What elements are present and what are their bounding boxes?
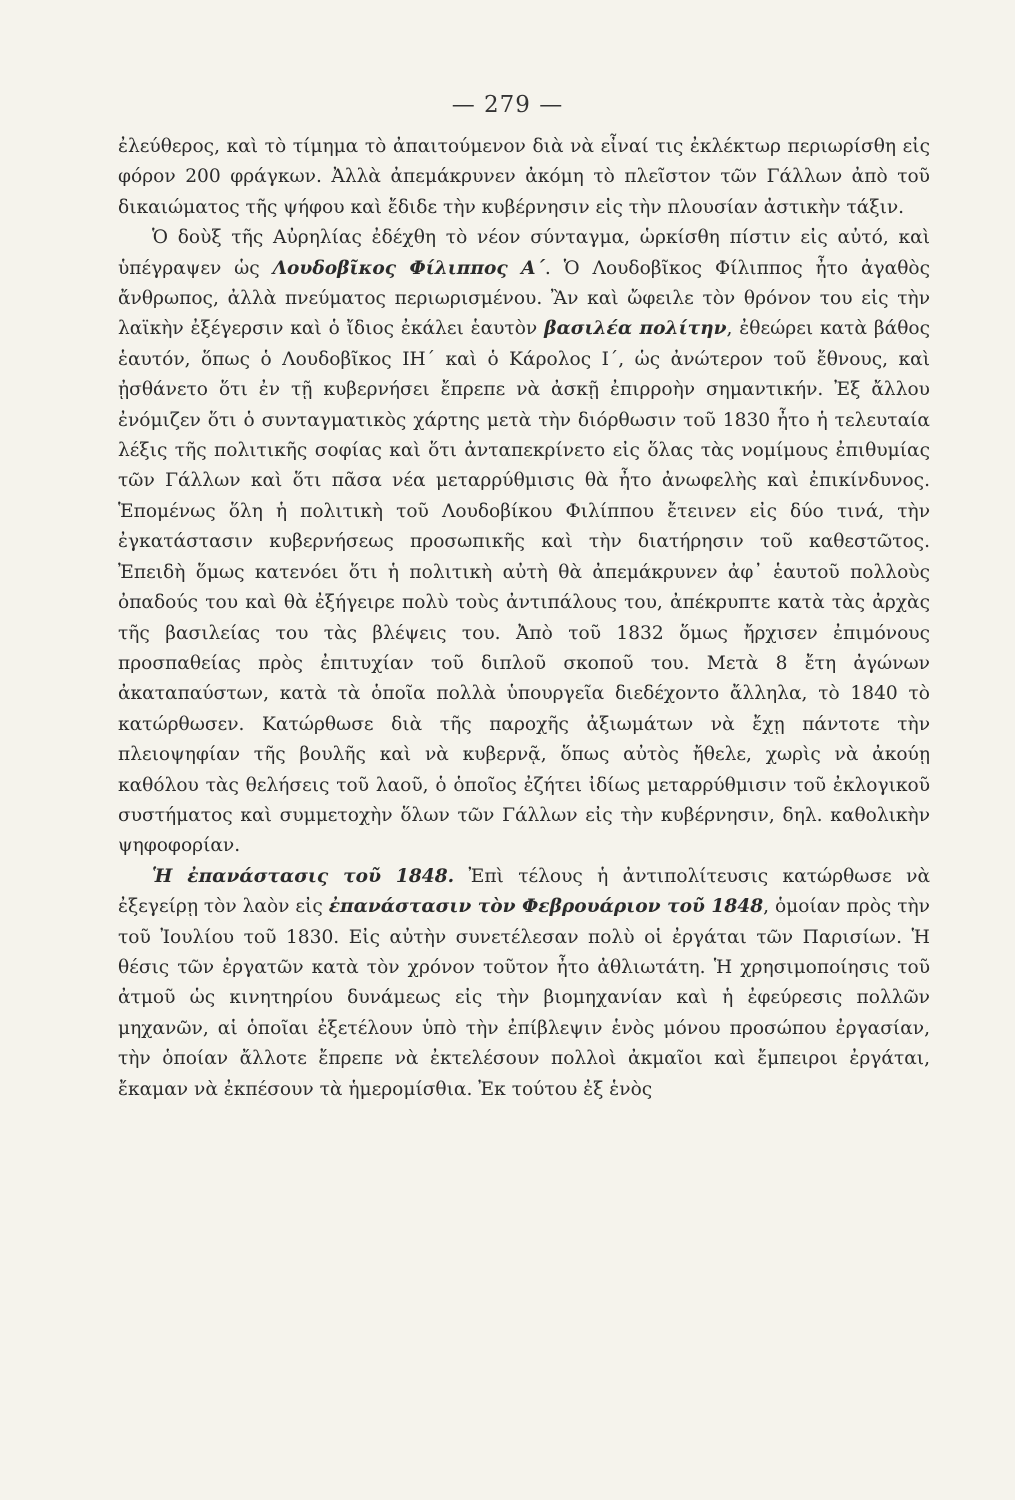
emphasized-text: Ἡ ἐπανάστασις τοῦ 1848. xyxy=(152,865,455,887)
emphasized-text: βασιλέα πολίτην xyxy=(544,318,727,340)
text-segment: , ὁμοίαν πρὸς τὴν τοῦ Ἰουλίου τοῦ 1830. Εἰς αὐτὴν συνετέλεσαν πολὺ οἱ ἐργάται τῶν Παρισίων. Ἡ θέσις τῶν ἐργατῶν κατὰ τὸν χρόνον τοῦτον ἦτο ἀθλιωτάτη. Ἡ χρησιμοποίησις τοῦ ἀτμοῦ ὡς κινητηρίου δυνάμεως εἰς τὴν βιομηχανίαν καὶ ἡ ἐφεύρεσις πολλῶν μηχανῶν, αἱ ὁποῖαι ἐξετέλουν ὑπὸ τὴν ἐπίβλεψιν ἑνὸς μόνου προσώπου ἐργασίαν, τὴν ὁποίαν ἄλλοτε ἔπρεπε νὰ ἐκτελέσουν πολλοὶ ἀκμαῖοι καὶ ἔμπειροι ἐργάται, ἔκαμαν νὰ ἐκπέσουν τὰ ἡμερομίσθια. Ἐκ τούτου ἐξ ἑνὸς xyxy=(118,896,930,1100)
text-segment: ἐλεύθερος, καὶ τὸ τίμημα τὸ ἀπαιτούμενον διὰ νὰ εἶναί τις ἐκλέκτωρ περιωρίσθη εἰς φόρον 200 φράγκων. Ἀλλὰ ἀπεμάκρυνεν ἀκόμη τὸ πλεῖστον τῶν Γάλλων ἀπὸ τοῦ δικαιώματος τῆς ψήφου καὶ ἔδιδε τὴν κυβέρνησιν εἰς τὴν πλουσίαν ἀστικὴν τάξιν. xyxy=(118,136,930,218)
page-number: — 279 — xyxy=(451,92,564,118)
text-segment: . Ὁ Λουδοβῖκος Φίλιππος ἦτο ἀγαθὸς ἄνθρωπος, ἀλλὰ πνεύματος περιωρισμένου. Ἂν καὶ ὤφειλε τὸν θρόνον του εἰς τὴν λαϊκὴν ἐξέγερσιν καὶ ὁ ἴδιος ἐκάλει ἑαυτὸν xyxy=(118,257,930,340)
text-segment: Ὁ δοὺξ τῆς Αὐρηλίας ἐδέχθη τὸ νέον σύνταγμα, ὡρκίσθη πίστιν εἰς αὐτό, καὶ ὑπέγραψεν ὡς xyxy=(118,227,930,279)
paragraph xyxy=(118,223,930,862)
text-segment: Ἐπὶ τέλους ἡ ἀντιπολίτευσις κατώρθωσε νὰ ἐξεγείρῃ τὸν λαὸν εἰς xyxy=(118,865,931,918)
text-segment: , ἐθεώρει κατὰ βάθος ἑαυτόν, ὅπως ὁ Λουδοβῖκος ΙΗ΄ καὶ ὁ Κάρολος Ι΄, ὡς ἀνώτερον τοῦ ἔθνους, καὶ ᾐσθάνετο ὅτι ἐν τῇ κυβερνήσει ἔπρεπε νὰ ἀσκῇ ἐπιρροὴν σημαντικήν. Ἐξ ἄλλου ἐνόμιζεν ὅτι ὁ συνταγματικὸς χάρτης μετὰ τὴν διόρθωσιν τοῦ 1830 ἦτο ἡ τελευταία λέξις τῆς πολιτικῆς σοφίας καὶ ὅτι ἀνταπεκρίνετο εἰς ὅλας τὰς νομίμους ἐπιθυμίας τῶν Γάλλων καὶ ὅτι πᾶσα νέα μεταρρύθμισις θὰ ἦτο ἀνωφελὴς καὶ ἐπικίνδυνος. Ἑπομένως ὅλη ἡ πολιτικὴ τοῦ Λουδοβίκου Φιλίππου ἔτεινεν εἰς δύο τινά, τὴν ἐγκατάστασιν κυβερνήσεως προσωπικῆς καὶ τὴν διατήρησιν τοῦ καθεστῶτος. Ἐπειδὴ ὅμως κατενόει ὅτι ἡ πολιτικὴ αὐτὴ θὰ ἀπεμάκρυνεν ἀφ᾿ ἑαυτοῦ πολλοὺς ὀπαδούς του καὶ θὰ ἐξήγειρε πολὺ τοὺς ἀντιπάλους του, ἀπέκρυπτε κατὰ τὰς ἀρχὰς τῆς βασιλείας του τὰς βλέψεις του. Ἀπὸ τοῦ 1832 ὅμως ἤρχισεν ἐπιμόνους προσπαθείας πρὸς ἐπιτυχίαν τοῦ διπλοῦ σκοποῦ του. Μετὰ 8 ἔτη ἀγώνων ἀκαταπαύστων, κατὰ τὰ ὁποῖα πολλὰ ὑπουργεῖα διεδέχοντο ἄλληλα, τὸ 1840 τὸ κατώρθωσεν. Κατώρθωσε διὰ τῆς παροχῆς ἀξιωμάτων νὰ ἔχῃ πάντοτε τὴν πλειοψηφίαν τῆς βουλῆς καὶ νὰ κυβερνᾷ, ὅπως αὐτὸς ἤθελε, χωρὶς νὰ ἀκούῃ καθόλου τὰς θελήσεις τοῦ λαοῦ, ὁ ὁποῖος ἐζήτει ἰδίως μεταρρύθμισιν τοῦ ἐκλογικοῦ συστήματος καὶ συμμετοχὴν ὅλων τῶν Γάλλων εἰς τὴν κυβέρνησιν, δηλ. καθολικὴν ψηφοφορίαν. xyxy=(118,318,930,857)
paragraph xyxy=(118,862,930,1105)
body-text xyxy=(118,132,930,1105)
emphasized-text: ἐπανάστασιν τὸν Φεβρουάριον τοῦ 1848 xyxy=(328,896,764,918)
paragraph xyxy=(118,132,930,223)
emphasized-text: Λουδοβῖκος Φίλιππος Α΄ xyxy=(272,257,545,279)
